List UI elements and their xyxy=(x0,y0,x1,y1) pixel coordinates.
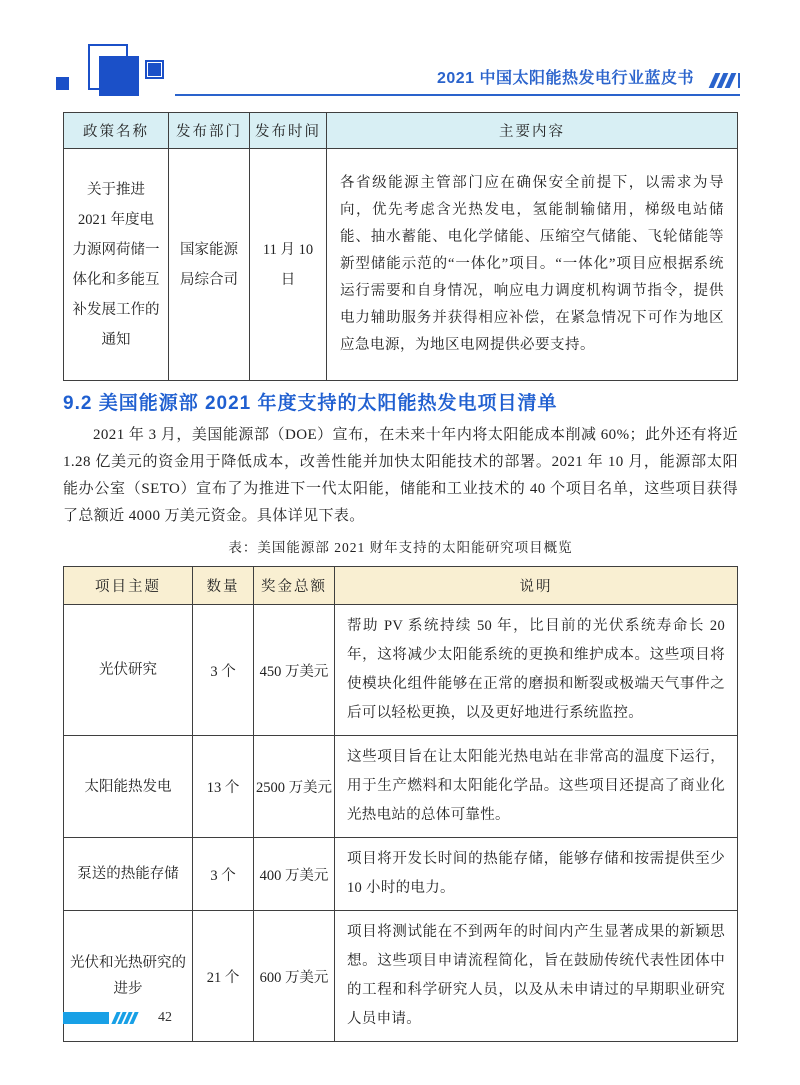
page-header xyxy=(55,44,740,96)
project-amount-cell: 400 万美元 xyxy=(254,838,335,911)
policy-table-header-row xyxy=(64,113,738,149)
policy-content-cell: 各省级能源主管部门应在确保安全前提下，以需求为导向，优先考虑含光热发电，氢能制输储用，梯级电站储能、抽水蓄能、电化学储能、压缩空气储能、飞轮储能等新型储能示范的“一体化”项目。“一体化”项目应根据系统运行需要和自身情况，响应电力调度机构调节指令，提供电力辅助服务并获得相应补偿，在紧急情况下可作为地区应急电源，为地区电网提供必要支持。 xyxy=(327,149,738,381)
projects-table-row xyxy=(64,605,738,736)
project-count-cell: 21 个 xyxy=(193,911,254,1042)
project-topic-cell: 泵送的热能存储 xyxy=(64,838,193,911)
policy-table-container xyxy=(63,112,738,381)
projects-table-caption: 表：美国能源部 2021 财年支持的太阳能研究项目概览 xyxy=(228,540,573,555)
project-description-cell: 项目将开发长时间的热能存储，能够存储和按需提供至少 10 小时的电力。 xyxy=(335,838,738,911)
projects-header-topic: 项目主题 xyxy=(64,567,193,605)
policy-header-name: 政策名称 xyxy=(64,113,169,149)
projects-table-container xyxy=(63,566,738,1042)
projects-header-description: 说明 xyxy=(335,567,738,605)
policy-table-row xyxy=(64,149,738,381)
projects-header-amount: 奖金总额 xyxy=(254,567,335,605)
policy-table xyxy=(63,112,738,381)
project-amount-cell: 450 万美元 xyxy=(254,605,335,736)
logo-square-solid xyxy=(99,56,139,96)
policy-header-date: 发布时间 xyxy=(250,113,327,149)
projects-table-header-row xyxy=(64,567,738,605)
projects-table xyxy=(63,566,738,1042)
project-description-cell: 项目将测试能在不到两年的时间内产生显著成果的新颖思想。这些项目申请流程简化，旨在鼓励传统代表性团体中的工程和科学研究人员，以及从未申请过的早期职业研究人员申请。 xyxy=(335,911,738,1042)
footer-bar-icon xyxy=(63,1012,109,1024)
logo-square-small-left xyxy=(56,77,69,90)
document-title: 2021 中国太阳能热发电行业蓝皮书 xyxy=(436,70,694,87)
section-paragraph: 2021 年 3 月，美国能源部（DOE）宣布，在未来十年内将太阳能成本削减 60%；此外还有将近 1.28 亿美元的资金用于降低成本，改善性能并加快太阳能技术的部署。2021 年 10 月，能源部太阳能办公室（SETO）宣布了为推进下一代太阳能，储能和工业技术的 40 个项目名单，这些项目获得了总额近 4000 万美元资金。具体详见下表。 xyxy=(63,427,738,524)
project-amount-cell: 600 万美元 xyxy=(254,911,335,1042)
policy-name-cell: 关于推进 2021 年度电力源网荷储一体化和多能互补发展工作的通知 xyxy=(64,149,169,381)
section-heading: 9.2 美国能源部 2021 年度支持的太阳能热发电项目清单 xyxy=(63,393,558,414)
project-topic-cell: 光伏和光热研究的进步 xyxy=(64,911,193,1042)
policy-header-content: 主要内容 xyxy=(327,113,738,149)
project-topic-cell: 光伏研究 xyxy=(64,605,193,736)
projects-table-row xyxy=(64,736,738,838)
slashes-icon xyxy=(712,73,740,88)
footer-slashes-icon xyxy=(114,1012,136,1024)
project-topic-cell: 太阳能热发电 xyxy=(64,736,193,838)
project-amount-cell: 2500 万美元 xyxy=(254,736,335,838)
policy-department-cell: 国家能源局综合司 xyxy=(169,149,250,381)
page-footer xyxy=(63,1010,172,1026)
project-description-cell: 这些项目旨在让太阳能光热电站在非常高的温度下运行，用于生产燃料和太阳能化学品。这些项目还提高了商业化光热电站的总体可靠性。 xyxy=(335,736,738,838)
project-count-cell: 3 个 xyxy=(193,838,254,911)
projects-header-count: 数量 xyxy=(193,567,254,605)
page-number: 42 xyxy=(158,1010,172,1025)
bluebook-logo-icon xyxy=(55,44,165,96)
project-description-cell: 帮助 PV 系统持续 50 年，比目前的光伏系统寿命长 20 年，这将减少太阳能系统的更换和维护成本。这些项目将使模块化组件能够在正常的磨损和断裂或极端天气事件之后可以轻松更换，以及更好地进行系统监控。 xyxy=(335,605,738,736)
policy-header-department: 发布部门 xyxy=(169,113,250,149)
projects-table-row xyxy=(64,838,738,911)
project-count-cell: 13 个 xyxy=(193,736,254,838)
header-rule xyxy=(175,65,740,96)
logo-square-small-right xyxy=(148,63,161,76)
project-count-cell: 3 个 xyxy=(193,605,254,736)
policy-date-cell: 11 月 10 日 xyxy=(250,149,327,381)
